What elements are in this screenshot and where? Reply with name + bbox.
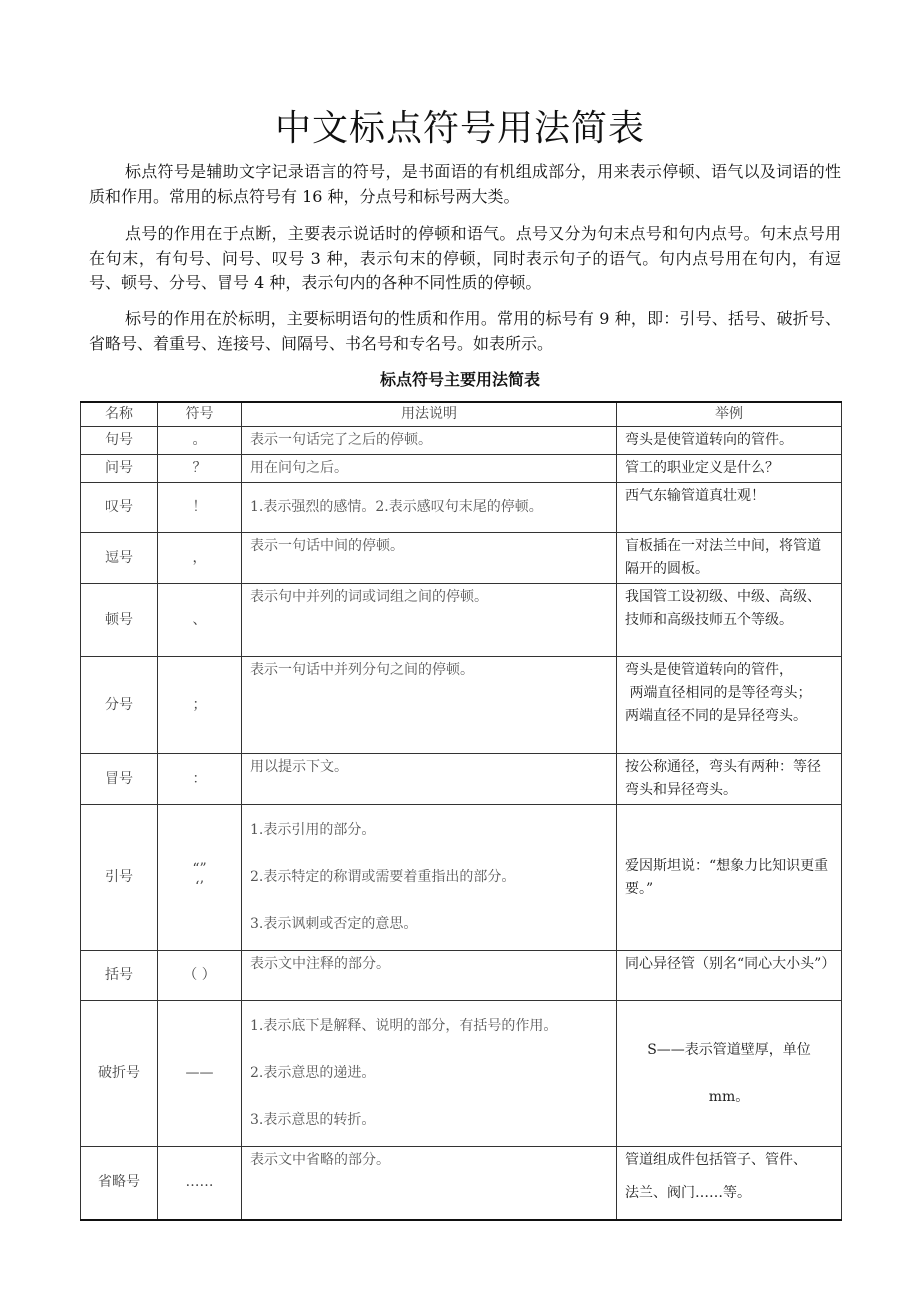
table-row xyxy=(81,483,842,533)
example-line: S——表示管道壁厚，单位 xyxy=(647,1041,811,1058)
row-symbol: …… xyxy=(158,1147,242,1220)
row-usage: 1.表示强烈的感情。2.表示感叹句末尾的停顿。 xyxy=(242,483,617,533)
row-usage: 表示文中注释的部分。 xyxy=(242,951,617,1001)
example-line: 法兰、阀门……等。 xyxy=(625,1185,751,1201)
row-example xyxy=(617,1147,842,1220)
row-usage xyxy=(242,1001,617,1147)
row-example xyxy=(617,657,842,754)
row-usage: 用在问句之后。 xyxy=(242,455,617,483)
header-symbol: 符号 xyxy=(158,402,242,427)
row-name: 顿号 xyxy=(81,584,158,657)
row-example: 管工的职业定义是什么？ xyxy=(617,455,842,483)
example-line: 两端直径相同的是等径弯头； xyxy=(625,685,812,701)
row-usage: 表示句中并列的词或词组之间的停顿。 xyxy=(242,584,617,657)
table-row xyxy=(81,455,842,483)
table-row xyxy=(81,427,842,455)
row-example: 我国管工设初级、中级、高级、技师和高级技师五个等级。 xyxy=(617,584,842,657)
row-symbol: 、 xyxy=(158,584,242,657)
row-name: 分号 xyxy=(81,657,158,754)
header-usage: 用法说明 xyxy=(242,402,617,427)
row-name: 冒号 xyxy=(81,754,158,805)
table-row xyxy=(81,584,842,657)
row-name: 破折号 xyxy=(81,1001,158,1147)
row-symbol: （ ） xyxy=(158,951,242,1001)
row-symbol: —— xyxy=(158,1001,242,1147)
row-usage xyxy=(242,805,617,951)
row-example: 按公称通径，弯头有两种：等径弯头和异径弯头。 xyxy=(617,754,842,805)
usage-line: 2.表示意思的递进。 xyxy=(250,1065,376,1081)
row-example: 同心异径管（别名“同心大小头”） xyxy=(617,951,842,1001)
biaohao-paragraph: 标号的作用在於标明，主要标明语句的性质和作用。常用的标号有 9 种，即：引号、括号、破折号、省略号、着重号、连接号、间隔号、书名号和专名号。如表所示。 xyxy=(89,309,841,353)
row-symbol: ： xyxy=(158,754,242,805)
table-row xyxy=(81,754,842,805)
row-symbol: ， xyxy=(158,533,242,584)
dianhao-paragraph: 点号的作用在于点断，主要表示说话时的停顿和语气。点号又分为句末点号和句内点号。句末点号用在句末，有句号、问号、叹号 3 种，表示句末的停顿，同时表示句子的语气。句内点号用在句内，有逗号、顿号、分号、冒号 4 种，表示句内的各种不同性质的停顿。 xyxy=(89,224,841,292)
row-example xyxy=(617,1001,842,1147)
page-title: 中文标点符号用法简表 xyxy=(274,108,645,149)
header-name: 名称 xyxy=(81,402,158,427)
row-name: 引号 xyxy=(81,805,158,951)
usage-line: 1.表示引用的部分。 xyxy=(250,822,376,838)
row-name: 问号 xyxy=(81,455,158,483)
example-line: 两端直径不同的是异径弯头。 xyxy=(625,708,807,724)
example-line: 管道组成件包括管子、管件、 xyxy=(625,1152,807,1168)
row-example: 盲板插在一对法兰中间，将管道隔开的圆板。 xyxy=(617,533,842,584)
row-usage: 用以提示下文。 xyxy=(242,754,617,805)
row-name: 括号 xyxy=(81,951,158,1001)
row-symbol: 。 xyxy=(158,427,242,455)
row-example: 爱因斯坦说：“想象力比知识更重要。” xyxy=(617,805,842,951)
table-row xyxy=(81,805,842,951)
row-usage: 表示一句话完了之后的停顿。 xyxy=(242,427,617,455)
table-row xyxy=(81,1001,842,1147)
row-symbol: ； xyxy=(158,657,242,754)
table-row xyxy=(81,1147,842,1220)
row-name: 叹号 xyxy=(81,483,158,533)
row-symbol: ？ xyxy=(158,455,242,483)
row-usage: 表示一句话中并列分句之间的停顿。 xyxy=(242,657,617,754)
punctuation-table xyxy=(80,401,842,1221)
example-line: 弯头是使管道转向的管件， xyxy=(625,662,793,678)
usage-line: 1.表示底下是解释、说明的部分，有括号的作用。 xyxy=(250,1018,558,1034)
usage-line: 3.表示意思的转折。 xyxy=(250,1112,376,1128)
row-name: 省略号 xyxy=(81,1147,158,1220)
row-symbol: ！ xyxy=(158,483,242,533)
table-caption: 标点符号主要用法简表 xyxy=(379,370,540,389)
usage-line: 2.表示特定的称谓或需要着重指出的部分。 xyxy=(250,869,516,885)
row-name: 逗号 xyxy=(81,533,158,584)
row-usage: 表示一句话中间的停顿。 xyxy=(242,533,617,584)
example-line: mm。 xyxy=(708,1088,750,1105)
row-name: 句号 xyxy=(81,427,158,455)
intro-paragraph: 标点符号是辅助文字记录语言的符号，是书面语的有机组成部分，用来表示停顿、语气以及词语的性质和作用。常用的标点符号有 16 种，分点号和标号两大类。 xyxy=(89,162,841,206)
header-example: 举例 xyxy=(617,402,842,427)
row-example: 西气东输管道真壮观！ xyxy=(617,483,842,533)
row-example: 弯头是使管道转向的管件。 xyxy=(617,427,842,455)
row-usage: 表示文中省略的部分。 xyxy=(242,1147,617,1220)
table-header-row xyxy=(81,402,842,427)
table-row xyxy=(81,533,842,584)
usage-line: 3.表示讽刺或否定的意思。 xyxy=(250,916,418,932)
table-row xyxy=(81,951,842,1001)
row-symbol: “” ‘’ xyxy=(158,805,242,951)
table-row xyxy=(81,657,842,754)
